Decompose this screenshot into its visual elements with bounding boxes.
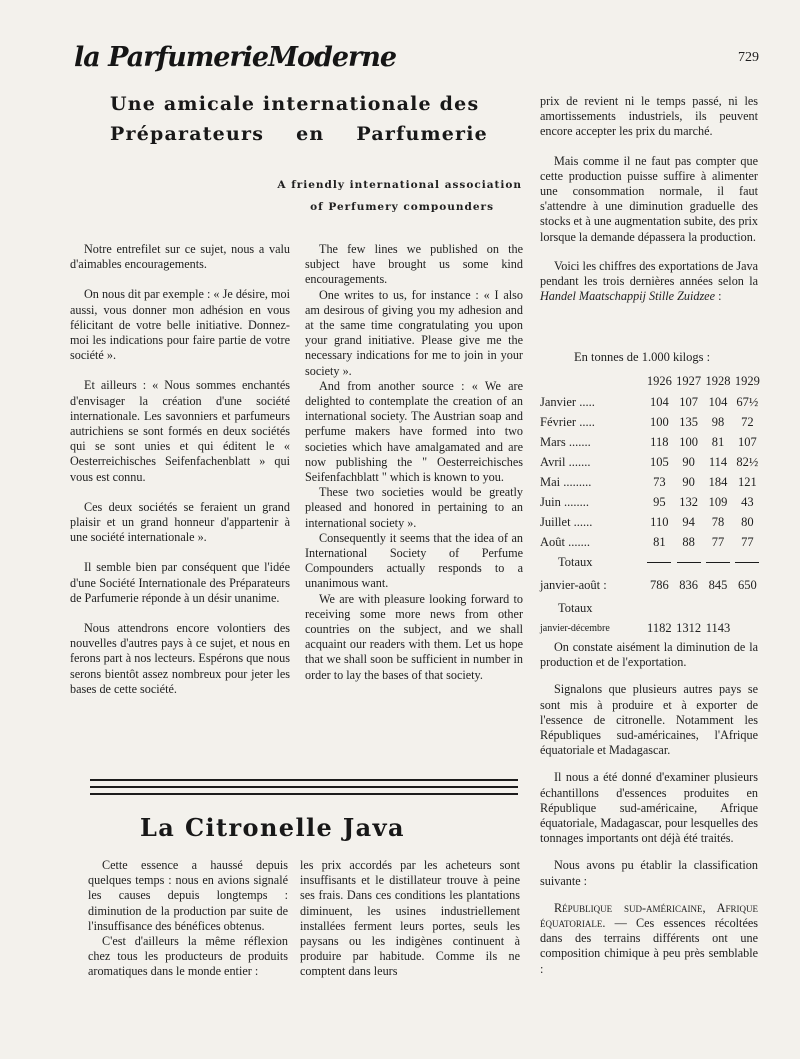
exports-table <box>540 370 762 638</box>
paragraph: les prix accordés par les acheteurs sont insuffisants et le distillateur trouve à peine ses frais. Dans ces conditions les plantations diminuent, les usines industriellement installées ferment leurs portes, seuls les paysans ou les indigènes continuent à produire par habitude. Comme ils ne comptent dans leurs <box>300 858 520 979</box>
region-heading: République sud-américaine, Afrique équatoriale. <box>540 900 758 931</box>
table-cell: 98 <box>711 414 725 429</box>
table-cell: 81 <box>653 534 666 549</box>
month-label: Juillet ...... <box>540 514 593 529</box>
table-cell: 107 <box>737 434 757 449</box>
month-label: Juin ........ <box>540 494 589 509</box>
table-cell: 43 <box>741 494 754 509</box>
article2-left-column <box>88 858 288 980</box>
exports-intro-text: Voici les chiffres des exportations de Java pendant les trois dernières années selon la <box>540 258 758 289</box>
title-word: Préparateurs <box>110 123 265 145</box>
table-cell: 94 <box>682 514 695 529</box>
table-cell: 109 <box>708 494 728 509</box>
table-row <box>540 412 762 432</box>
table-cell: 77 <box>711 534 725 549</box>
total-cell: 650 <box>737 577 757 592</box>
article1-french-column <box>70 242 290 712</box>
paragraph: We are with pleasure looking forward to receiving some more news from other countries on the subject, and we shall acquaint our readers with them. Let us hope that we shall soon be sufficient in number in order to lay the bases of that society. <box>305 591 523 682</box>
table-cell: 80 <box>741 514 754 529</box>
paragraph: Consequently it seems that the idea of an International Society of Perfume Compounders actually responds to a unanimous want. <box>305 530 523 591</box>
month-label: Janvier ..... <box>540 394 595 409</box>
table-cell: 107 <box>679 394 699 409</box>
article2-right-column-top <box>540 94 758 318</box>
article1-english-column <box>305 242 523 683</box>
month-label: Février ..... <box>540 414 595 429</box>
magazine-logo: la ParfumerieModerne <box>74 42 397 73</box>
table-row <box>540 472 762 492</box>
rule-line <box>706 562 730 563</box>
table-row <box>540 512 762 532</box>
year-header: 1928 <box>705 373 731 388</box>
table-cell: 135 <box>679 414 699 429</box>
table-cell: 81 <box>711 434 725 449</box>
paragraph: Ces deux sociétés se feraient un grand plaisir et un grand honneur d'appartenir à une société internationale ». <box>70 499 290 545</box>
paragraph: The few lines we published on the subject have brought us some kind encouragements. <box>305 242 523 287</box>
article1-subtitle-line1: A friendly international association <box>277 179 522 191</box>
rule-line <box>647 562 671 563</box>
month-label: Août ....... <box>540 534 590 549</box>
table-cell: 104 <box>649 394 669 409</box>
totals-row <box>540 572 762 598</box>
table-caption: En tonnes de 1.000 kilogs : <box>574 350 711 364</box>
exports-source-name: Handel Maatschappij Stille Zuidzee <box>540 289 716 304</box>
total-cell: 1143 <box>705 620 731 635</box>
total-cell: 1312 <box>676 620 702 635</box>
year-header: 1929 <box>734 373 760 388</box>
table-header-row <box>540 370 762 392</box>
total-rule <box>733 552 762 572</box>
table-cell: 78 <box>711 514 725 529</box>
rule-line <box>677 562 701 563</box>
table-cell: 90 <box>682 474 695 489</box>
paragraph: Nous avons pu établir la classification suivante : <box>540 858 758 888</box>
paragraph: Il nous a été donné d'examiner plusieurs échantillons d'essences produites en République sud-américaine, Afrique équatoriale, Madagascar, pour lesquelles des tonnages importants ont déjà été traités. <box>540 770 758 846</box>
paragraph: Et ailleurs : « Nous sommes enchantés d'envisager la création d'une société internationale. Les savonniers et parfumeurs autrichiens se sont formés en deux sociétés qui se sont unies et qui éditent le « Oesterreichisches Seifenfachenblatt » qui vous est connu. <box>70 378 290 484</box>
table-row <box>540 532 762 552</box>
total-rule <box>703 552 732 572</box>
month-label: Avril ....... <box>540 454 591 469</box>
total-cell: 836 <box>679 577 699 592</box>
table-row <box>540 492 762 512</box>
article1-title-line2 <box>110 123 488 145</box>
table-cell: 132 <box>679 494 699 509</box>
paragraph: Cette essence a haussé depuis quelques temps : nous en avions signalé les causes depuis longtemps : diminution de la production par suite de l'insuffisance des bénéfices obtenus. <box>88 858 288 933</box>
paragraph: On nous dit par exemple : « Je désire, moi aussi, vous donner mon adhésion en vous félicitant de votre belle initiative. Donnez-moi les indications pour faire partie de votre société ». <box>70 287 290 363</box>
header-spacer <box>540 370 645 392</box>
table-cell: 118 <box>650 434 669 449</box>
table-cell: 184 <box>708 474 728 489</box>
paragraph: prix de revient ni le temps passé, ni les amortissements industriels, ils peuvent encore accepter les prix du marché. <box>540 94 758 139</box>
totals-label-row <box>540 598 762 618</box>
totals-row-label: janvier-août : <box>540 577 607 592</box>
page-number: 729 <box>738 50 759 65</box>
total-cell: 845 <box>708 577 728 592</box>
table-cell: 72 <box>741 414 754 429</box>
year-header: 1926 <box>646 373 672 388</box>
paragraph: One writes to us, for instance : « I also am desirous of giving you my adhesion and at the same time congratulating you upon your grand initiative. Please give me the necessary indications for me to join in your society ». <box>305 287 523 378</box>
total-cell <box>733 618 762 638</box>
table-cell: 77 <box>741 534 754 549</box>
table-cell: 67½ <box>736 394 759 409</box>
title-word: Parfumerie <box>356 123 488 145</box>
paragraph <box>540 901 758 977</box>
table-cell: 73 <box>653 474 666 489</box>
total-cell: 786 <box>649 577 669 592</box>
exports-intro-end: : <box>715 289 722 304</box>
table-row <box>540 392 762 412</box>
paragraph: On constate aisément la diminution de la production et de l'exportation. <box>540 640 758 670</box>
table-row <box>540 452 762 472</box>
title-word: en <box>296 123 325 145</box>
paragraph: Nous attendrons encore volontiers des nouvelles d'autres pays à ce sujet, et nous en ferons part à nos lecteurs. Espérons que nous serons bientôt assez nombreux pour jeter les bases de cette société. <box>70 621 290 696</box>
total-rule <box>674 552 703 572</box>
total-cell: 1182 <box>647 620 672 635</box>
table-row <box>540 432 762 452</box>
totals-label: Totaux <box>558 554 593 569</box>
table-cell: 82½ <box>736 454 759 469</box>
paragraph: These two societies would be greatly pleased and honored in pertaining to an international society ». <box>305 485 523 530</box>
paragraph: And from another source : « We are delighted to contemplate the creation of an international society. The Austrian soap and perfume makers have formed into two societies which have amalgamated and are now publishing the " Oesterreichisches Seifenfachblatt " which is known to you. <box>305 378 523 485</box>
table-cell: 110 <box>650 514 669 529</box>
paragraph: Notre entrefilet sur ce sujet, nous a valu d'aimables encouragements. <box>70 242 290 272</box>
year-header: 1927 <box>676 373 702 388</box>
table-cell: 105 <box>649 454 669 469</box>
section-divider <box>90 786 518 795</box>
paragraph: Signalons que plusieurs autres pays se sont mis à produire et à exporter de l'essence de citronelle. Notamment les Républiques sud-américaines, l'Afrique équatoriale et Madagascar. <box>540 682 758 758</box>
paragraph <box>540 259 758 305</box>
article2-middle-column <box>300 858 520 980</box>
month-label: Mars ....... <box>540 434 591 449</box>
totals-label: Totaux <box>558 600 593 615</box>
paragraph: Il semble bien par conséquent que l'idée d'une Société Internationale des Préparateurs de Parfumerie réponde à un désir unanime. <box>70 560 290 605</box>
paragraph-text: — Ces essences récoltées dans des terrains différents ont une composition chimique à peu près semblable : <box>540 916 758 976</box>
article1-title-line1: Une amicale internationale des <box>110 93 480 115</box>
month-label: Mai ......... <box>540 474 592 489</box>
totals-row-label: janvier-décembre <box>540 622 610 634</box>
totals-row <box>540 618 762 638</box>
table-cell: 114 <box>708 454 728 469</box>
rule-line <box>735 562 759 563</box>
article2-right-column-bottom <box>540 640 758 977</box>
table-cell: 95 <box>653 494 666 509</box>
totals-rule-row <box>540 552 762 572</box>
table-cell: 90 <box>682 454 695 469</box>
total-rule <box>645 552 674 572</box>
paragraph: Mais comme il ne faut pas compter que cette production puisse suffire à alimenter une consommation normale, il faut s'attendre à une diminution graduelle des stocks et à une augmentation subite, des prix lorsque la demande dépassera la production. <box>540 153 758 244</box>
table-cell: 88 <box>682 534 695 549</box>
article1-subtitle-line2: of Perfumery compounders <box>310 201 494 213</box>
table-cell: 100 <box>679 434 699 449</box>
table-cell: 100 <box>649 414 669 429</box>
article2-title: La Citronelle Java <box>140 813 405 842</box>
paragraph: C'est d'ailleurs la même réflexion chez tous les producteurs de produits aromatiques dans le monde entier : <box>88 934 288 979</box>
table-cell: 104 <box>708 394 728 409</box>
table-cell: 121 <box>737 474 757 489</box>
